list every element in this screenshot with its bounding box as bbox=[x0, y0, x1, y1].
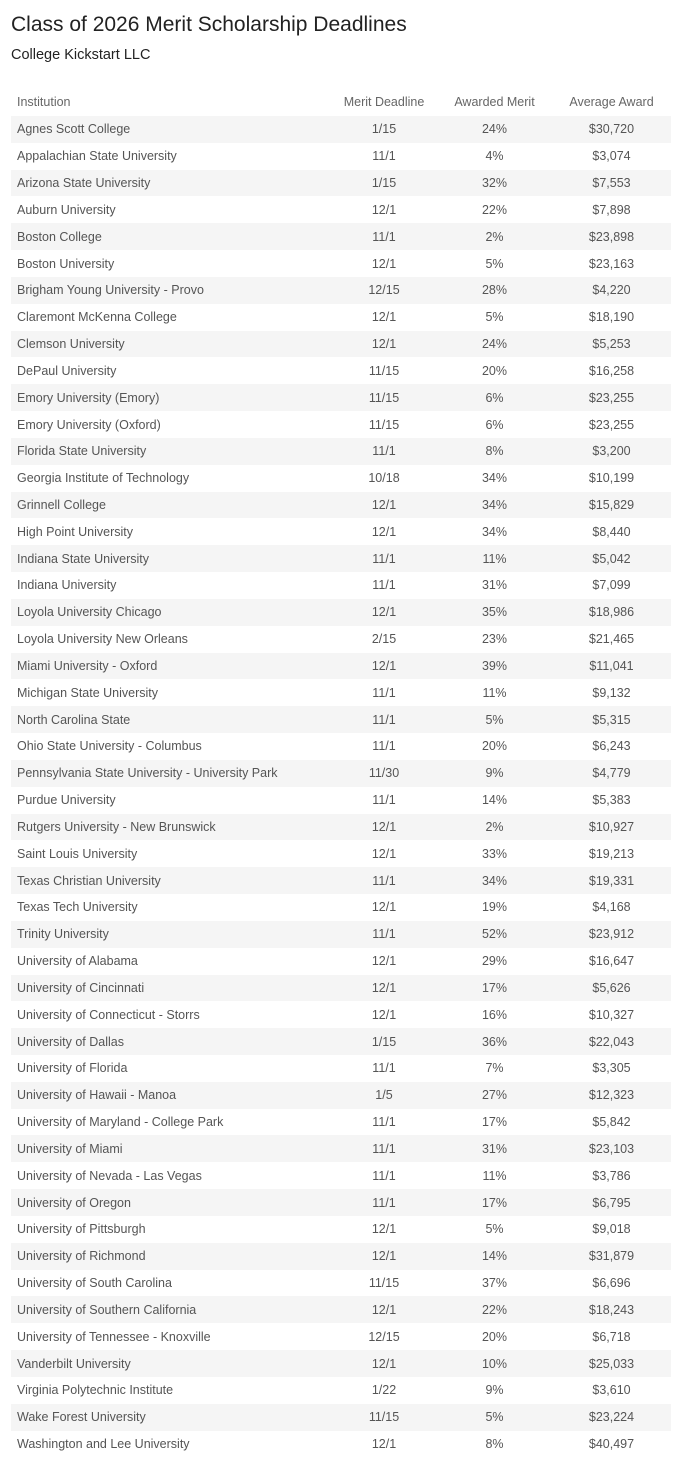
header-row bbox=[11, 88, 671, 116]
cell-awarded-merit: 5% bbox=[437, 706, 552, 733]
cell-merit-deadline: 1/5 bbox=[331, 1082, 437, 1109]
table-header bbox=[11, 88, 671, 116]
page-title: Class of 2026 Merit Scholarship Deadlines bbox=[11, 13, 407, 36]
table-row bbox=[11, 706, 671, 733]
cell-institution: University of Nevada - Las Vegas bbox=[11, 1162, 331, 1189]
cell-merit-deadline: 12/1 bbox=[331, 840, 437, 867]
cell-awarded-merit: 14% bbox=[437, 1243, 552, 1270]
cell-awarded-merit: 16% bbox=[437, 1001, 552, 1028]
cell-awarded-merit: 24% bbox=[437, 116, 552, 143]
cell-awarded-merit: 34% bbox=[437, 518, 552, 545]
cell-awarded-merit: 8% bbox=[437, 1431, 552, 1458]
cell-institution: DePaul University bbox=[11, 357, 331, 384]
cell-merit-deadline: 11/1 bbox=[331, 1135, 437, 1162]
scholarship-table bbox=[11, 88, 671, 1457]
cell-awarded-merit: 4% bbox=[437, 143, 552, 170]
cell-merit-deadline: 11/1 bbox=[331, 706, 437, 733]
cell-merit-deadline: 11/1 bbox=[331, 143, 437, 170]
column-header-average-award[interactable]: Average Award bbox=[569, 95, 654, 109]
cell-average-award: $21,465 bbox=[552, 626, 671, 653]
cell-institution: Michigan State University bbox=[11, 679, 331, 706]
cell-merit-deadline: 12/1 bbox=[331, 814, 437, 841]
cell-average-award: $15,829 bbox=[552, 492, 671, 519]
cell-awarded-merit: 17% bbox=[437, 1189, 552, 1216]
cell-institution: Emory University (Emory) bbox=[11, 384, 331, 411]
cell-institution: Virginia Polytechnic Institute bbox=[11, 1377, 331, 1404]
cell-average-award: $10,327 bbox=[552, 1001, 671, 1028]
table-row bbox=[11, 599, 671, 626]
cell-awarded-merit: 20% bbox=[437, 733, 552, 760]
cell-awarded-merit: 28% bbox=[437, 277, 552, 304]
cell-average-award: $30,720 bbox=[552, 116, 671, 143]
cell-awarded-merit: 11% bbox=[437, 1162, 552, 1189]
table-row bbox=[11, 518, 671, 545]
cell-average-award: $5,253 bbox=[552, 331, 671, 358]
cell-average-award: $12,323 bbox=[552, 1082, 671, 1109]
cell-merit-deadline: 11/1 bbox=[331, 438, 437, 465]
cell-merit-deadline: 10/18 bbox=[331, 465, 437, 492]
cell-average-award: $23,103 bbox=[552, 1135, 671, 1162]
cell-average-award: $5,626 bbox=[552, 975, 671, 1002]
cell-average-award: $6,696 bbox=[552, 1270, 671, 1297]
table-row bbox=[11, 1350, 671, 1377]
cell-institution: Arizona State University bbox=[11, 170, 331, 197]
cell-institution: University of Oregon bbox=[11, 1189, 331, 1216]
cell-merit-deadline: 11/1 bbox=[331, 1055, 437, 1082]
table-row bbox=[11, 277, 671, 304]
cell-average-award: $40,497 bbox=[552, 1431, 671, 1458]
cell-awarded-merit: 22% bbox=[437, 196, 552, 223]
cell-merit-deadline: 11/1 bbox=[331, 1162, 437, 1189]
cell-institution: Trinity University bbox=[11, 921, 331, 948]
cell-merit-deadline: 11/15 bbox=[331, 357, 437, 384]
cell-institution: Rutgers University - New Brunswick bbox=[11, 814, 331, 841]
table-row bbox=[11, 196, 671, 223]
cell-merit-deadline: 12/1 bbox=[331, 1350, 437, 1377]
cell-institution: University of Dallas bbox=[11, 1028, 331, 1055]
cell-awarded-merit: 17% bbox=[437, 975, 552, 1002]
table-row bbox=[11, 867, 671, 894]
table-row bbox=[11, 1270, 671, 1297]
table-row bbox=[11, 1001, 671, 1028]
cell-merit-deadline: 1/15 bbox=[331, 170, 437, 197]
table-row bbox=[11, 465, 671, 492]
cell-institution: Boston College bbox=[11, 223, 331, 250]
table-row bbox=[11, 1431, 671, 1458]
cell-average-award: $16,647 bbox=[552, 948, 671, 975]
table-row bbox=[11, 1028, 671, 1055]
cell-awarded-merit: 37% bbox=[437, 1270, 552, 1297]
cell-average-award: $7,898 bbox=[552, 196, 671, 223]
cell-average-award: $23,255 bbox=[552, 411, 671, 438]
cell-merit-deadline: 12/1 bbox=[331, 894, 437, 921]
cell-institution: Claremont McKenna College bbox=[11, 304, 331, 331]
table-row bbox=[11, 1055, 671, 1082]
cell-awarded-merit: 14% bbox=[437, 787, 552, 814]
cell-merit-deadline: 11/30 bbox=[331, 760, 437, 787]
table-row bbox=[11, 1082, 671, 1109]
cell-average-award: $5,383 bbox=[552, 787, 671, 814]
table-row bbox=[11, 975, 671, 1002]
cell-merit-deadline: 12/1 bbox=[331, 492, 437, 519]
cell-institution: University of Pittsburgh bbox=[11, 1216, 331, 1243]
cell-awarded-merit: 8% bbox=[437, 438, 552, 465]
cell-average-award: $11,041 bbox=[552, 653, 671, 680]
table-row bbox=[11, 1243, 671, 1270]
table-row bbox=[11, 921, 671, 948]
cell-institution: Ohio State University - Columbus bbox=[11, 733, 331, 760]
cell-awarded-merit: 9% bbox=[437, 1377, 552, 1404]
cell-merit-deadline: 11/1 bbox=[331, 921, 437, 948]
cell-merit-deadline: 12/1 bbox=[331, 975, 437, 1002]
cell-merit-deadline: 12/1 bbox=[331, 948, 437, 975]
cell-awarded-merit: 31% bbox=[437, 1135, 552, 1162]
cell-institution: Auburn University bbox=[11, 196, 331, 223]
cell-merit-deadline: 11/1 bbox=[331, 545, 437, 572]
cell-merit-deadline: 11/1 bbox=[331, 679, 437, 706]
cell-average-award: $23,163 bbox=[552, 250, 671, 277]
cell-institution: University of South Carolina bbox=[11, 1270, 331, 1297]
cell-average-award: $7,553 bbox=[552, 170, 671, 197]
cell-merit-deadline: 12/1 bbox=[331, 1216, 437, 1243]
table-row bbox=[11, 1162, 671, 1189]
cell-merit-deadline: 1/15 bbox=[331, 116, 437, 143]
table-row bbox=[11, 1377, 671, 1404]
table-row bbox=[11, 250, 671, 277]
cell-institution: University of Hawaii - Manoa bbox=[11, 1082, 331, 1109]
cell-institution: University of Richmond bbox=[11, 1243, 331, 1270]
cell-merit-deadline: 11/1 bbox=[331, 867, 437, 894]
cell-average-award: $3,074 bbox=[552, 143, 671, 170]
cell-awarded-merit: 2% bbox=[437, 223, 552, 250]
table-row bbox=[11, 948, 671, 975]
cell-awarded-merit: 24% bbox=[437, 331, 552, 358]
cell-average-award: $6,243 bbox=[552, 733, 671, 760]
cell-institution: Pennsylvania State University - University Park bbox=[11, 760, 331, 787]
cell-average-award: $3,610 bbox=[552, 1377, 671, 1404]
table-row bbox=[11, 116, 671, 143]
cell-average-award: $4,220 bbox=[552, 277, 671, 304]
cell-merit-deadline: 12/1 bbox=[331, 518, 437, 545]
cell-average-award: $7,099 bbox=[552, 572, 671, 599]
cell-merit-deadline: 12/1 bbox=[331, 196, 437, 223]
cell-awarded-merit: 52% bbox=[437, 921, 552, 948]
cell-merit-deadline: 11/1 bbox=[331, 733, 437, 760]
cell-institution: Saint Louis University bbox=[11, 840, 331, 867]
cell-average-award: $9,018 bbox=[552, 1216, 671, 1243]
column-header-merit-deadline[interactable]: Merit Deadline bbox=[343, 95, 425, 109]
cell-institution: Indiana University bbox=[11, 572, 331, 599]
table-row bbox=[11, 170, 671, 197]
cell-institution: University of Southern California bbox=[11, 1296, 331, 1323]
cell-merit-deadline: 12/1 bbox=[331, 1001, 437, 1028]
cell-awarded-merit: 23% bbox=[437, 626, 552, 653]
table-row bbox=[11, 357, 671, 384]
table-row bbox=[11, 626, 671, 653]
cell-awarded-merit: 34% bbox=[437, 492, 552, 519]
cell-merit-deadline: 11/15 bbox=[331, 411, 437, 438]
column-header-institution[interactable]: Institution bbox=[17, 95, 71, 109]
cell-average-award: $4,168 bbox=[552, 894, 671, 921]
cell-awarded-merit: 7% bbox=[437, 1055, 552, 1082]
cell-average-award: $5,042 bbox=[552, 545, 671, 572]
cell-institution: Agnes Scott College bbox=[11, 116, 331, 143]
cell-merit-deadline: 12/1 bbox=[331, 653, 437, 680]
cell-institution: Appalachian State University bbox=[11, 143, 331, 170]
table-row bbox=[11, 760, 671, 787]
cell-average-award: $18,190 bbox=[552, 304, 671, 331]
table-body bbox=[11, 116, 671, 1457]
table-row bbox=[11, 894, 671, 921]
cell-average-award: $10,927 bbox=[552, 814, 671, 841]
cell-average-award: $31,879 bbox=[552, 1243, 671, 1270]
cell-merit-deadline: 11/1 bbox=[331, 1109, 437, 1136]
cell-average-award: $22,043 bbox=[552, 1028, 671, 1055]
cell-awarded-merit: 11% bbox=[437, 679, 552, 706]
column-header-awarded-merit[interactable]: Awarded Merit bbox=[454, 95, 535, 109]
cell-institution: Purdue University bbox=[11, 787, 331, 814]
table-row bbox=[11, 733, 671, 760]
table-row bbox=[11, 143, 671, 170]
table-row bbox=[11, 1109, 671, 1136]
table-row bbox=[11, 1323, 671, 1350]
cell-awarded-merit: 34% bbox=[437, 465, 552, 492]
cell-merit-deadline: 11/1 bbox=[331, 1189, 437, 1216]
cell-average-award: $9,132 bbox=[552, 679, 671, 706]
cell-awarded-merit: 31% bbox=[437, 572, 552, 599]
cell-institution: Miami University - Oxford bbox=[11, 653, 331, 680]
cell-merit-deadline: 12/1 bbox=[331, 1243, 437, 1270]
cell-average-award: $3,200 bbox=[552, 438, 671, 465]
cell-institution: Indiana State University bbox=[11, 545, 331, 572]
cell-awarded-merit: 5% bbox=[437, 250, 552, 277]
cell-awarded-merit: 22% bbox=[437, 1296, 552, 1323]
table-row bbox=[11, 653, 671, 680]
cell-awarded-merit: 29% bbox=[437, 948, 552, 975]
cell-awarded-merit: 17% bbox=[437, 1109, 552, 1136]
table-row bbox=[11, 1216, 671, 1243]
cell-merit-deadline: 12/15 bbox=[331, 1323, 437, 1350]
cell-average-award: $6,718 bbox=[552, 1323, 671, 1350]
cell-average-award: $25,033 bbox=[552, 1350, 671, 1377]
table-row bbox=[11, 840, 671, 867]
cell-average-award: $23,898 bbox=[552, 223, 671, 250]
cell-average-award: $23,255 bbox=[552, 384, 671, 411]
table-row bbox=[11, 438, 671, 465]
cell-institution: Boston University bbox=[11, 250, 331, 277]
cell-institution: Loyola University New Orleans bbox=[11, 626, 331, 653]
cell-institution: Wake Forest University bbox=[11, 1404, 331, 1431]
cell-institution: Florida State University bbox=[11, 438, 331, 465]
cell-average-award: $19,331 bbox=[552, 867, 671, 894]
cell-awarded-merit: 2% bbox=[437, 814, 552, 841]
table-row bbox=[11, 223, 671, 250]
cell-institution: University of Tennessee - Knoxville bbox=[11, 1323, 331, 1350]
cell-institution: Brigham Young University - Provo bbox=[11, 277, 331, 304]
table-row bbox=[11, 545, 671, 572]
cell-institution: High Point University bbox=[11, 518, 331, 545]
cell-institution: University of Miami bbox=[11, 1135, 331, 1162]
cell-institution: Washington and Lee University bbox=[11, 1431, 331, 1458]
table-row bbox=[11, 814, 671, 841]
cell-institution: Clemson University bbox=[11, 331, 331, 358]
cell-average-award: $4,779 bbox=[552, 760, 671, 787]
table-row bbox=[11, 411, 671, 438]
cell-institution: Georgia Institute of Technology bbox=[11, 465, 331, 492]
cell-awarded-merit: 27% bbox=[437, 1082, 552, 1109]
cell-merit-deadline: 1/15 bbox=[331, 1028, 437, 1055]
cell-institution: Texas Tech University bbox=[11, 894, 331, 921]
cell-average-award: $18,243 bbox=[552, 1296, 671, 1323]
cell-awarded-merit: 5% bbox=[437, 1404, 552, 1431]
cell-awarded-merit: 34% bbox=[437, 867, 552, 894]
cell-average-award: $18,986 bbox=[552, 599, 671, 626]
cell-institution: University of Maryland - College Park bbox=[11, 1109, 331, 1136]
cell-institution: North Carolina State bbox=[11, 706, 331, 733]
cell-awarded-merit: 6% bbox=[437, 411, 552, 438]
cell-merit-deadline: 1/22 bbox=[331, 1377, 437, 1404]
cell-merit-deadline: 12/15 bbox=[331, 277, 437, 304]
cell-average-award: $8,440 bbox=[552, 518, 671, 545]
cell-merit-deadline: 12/1 bbox=[331, 1296, 437, 1323]
cell-institution: University of Florida bbox=[11, 1055, 331, 1082]
cell-merit-deadline: 11/1 bbox=[331, 223, 437, 250]
cell-average-award: $19,213 bbox=[552, 840, 671, 867]
table-row bbox=[11, 1189, 671, 1216]
cell-awarded-merit: 10% bbox=[437, 1350, 552, 1377]
cell-merit-deadline: 12/1 bbox=[331, 250, 437, 277]
cell-institution: University of Alabama bbox=[11, 948, 331, 975]
cell-average-award: $16,258 bbox=[552, 357, 671, 384]
cell-awarded-merit: 11% bbox=[437, 545, 552, 572]
cell-awarded-merit: 35% bbox=[437, 599, 552, 626]
table-row bbox=[11, 331, 671, 358]
cell-merit-deadline: 11/1 bbox=[331, 572, 437, 599]
cell-awarded-merit: 5% bbox=[437, 304, 552, 331]
cell-average-award: $3,305 bbox=[552, 1055, 671, 1082]
cell-average-award: $23,912 bbox=[552, 921, 671, 948]
cell-average-award: $5,315 bbox=[552, 706, 671, 733]
table-row bbox=[11, 1296, 671, 1323]
cell-institution: Emory University (Oxford) bbox=[11, 411, 331, 438]
cell-average-award: $10,199 bbox=[552, 465, 671, 492]
cell-institution: Loyola University Chicago bbox=[11, 599, 331, 626]
cell-awarded-merit: 9% bbox=[437, 760, 552, 787]
cell-awarded-merit: 20% bbox=[437, 1323, 552, 1350]
cell-merit-deadline: 11/15 bbox=[331, 1404, 437, 1431]
table-row bbox=[11, 1135, 671, 1162]
table-row bbox=[11, 679, 671, 706]
cell-merit-deadline: 12/1 bbox=[331, 331, 437, 358]
cell-merit-deadline: 12/1 bbox=[331, 599, 437, 626]
cell-merit-deadline: 11/1 bbox=[331, 787, 437, 814]
cell-average-award: $23,224 bbox=[552, 1404, 671, 1431]
cell-institution: Grinnell College bbox=[11, 492, 331, 519]
cell-awarded-merit: 32% bbox=[437, 170, 552, 197]
cell-average-award: $3,786 bbox=[552, 1162, 671, 1189]
page-subtitle: College Kickstart LLC bbox=[11, 47, 151, 63]
cell-average-award: $6,795 bbox=[552, 1189, 671, 1216]
table-row bbox=[11, 384, 671, 411]
table-row bbox=[11, 572, 671, 599]
cell-merit-deadline: 12/1 bbox=[331, 1431, 437, 1458]
cell-awarded-merit: 5% bbox=[437, 1216, 552, 1243]
cell-awarded-merit: 19% bbox=[437, 894, 552, 921]
cell-merit-deadline: 11/15 bbox=[331, 1270, 437, 1297]
cell-institution: University of Cincinnati bbox=[11, 975, 331, 1002]
table-row bbox=[11, 787, 671, 814]
table-row bbox=[11, 1404, 671, 1431]
cell-awarded-merit: 33% bbox=[437, 840, 552, 867]
cell-awarded-merit: 6% bbox=[437, 384, 552, 411]
cell-average-award: $5,842 bbox=[552, 1109, 671, 1136]
cell-institution: University of Connecticut - Storrs bbox=[11, 1001, 331, 1028]
table-row bbox=[11, 492, 671, 519]
table-row bbox=[11, 304, 671, 331]
cell-awarded-merit: 39% bbox=[437, 653, 552, 680]
cell-merit-deadline: 2/15 bbox=[331, 626, 437, 653]
cell-awarded-merit: 20% bbox=[437, 357, 552, 384]
cell-merit-deadline: 11/15 bbox=[331, 384, 437, 411]
cell-awarded-merit: 36% bbox=[437, 1028, 552, 1055]
cell-institution: Vanderbilt University bbox=[11, 1350, 331, 1377]
cell-institution: Texas Christian University bbox=[11, 867, 331, 894]
cell-merit-deadline: 12/1 bbox=[331, 304, 437, 331]
